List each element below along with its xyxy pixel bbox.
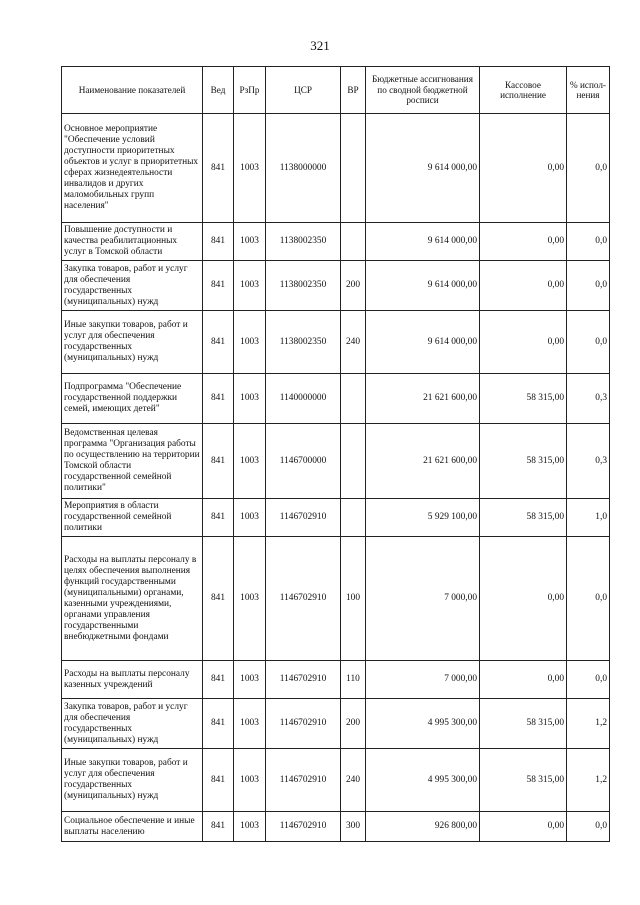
row-cash: 0,00	[480, 311, 567, 374]
row-vr: 200	[341, 699, 366, 749]
row-cash: 0,00	[480, 661, 567, 699]
row-csr: 1146700000	[266, 424, 341, 499]
row-vr: 240	[341, 311, 366, 374]
row-ved: 841	[203, 311, 234, 374]
row-cash: 0,00	[480, 261, 567, 311]
row-name: Иные закупки товаров, работ и услуг для обеспечения государственных (муниципальных) нужд	[62, 311, 203, 374]
row-ved: 841	[203, 223, 234, 261]
row-name: Расходы на выплаты персоналу в целях обеспечения выполнения функций государственными (муниципальными) органами, казенными учреждениями, органами управления государственными внебюджетными фондами	[62, 537, 203, 661]
row-csr: 1140000000	[266, 374, 341, 424]
row-csr: 1146702910	[266, 699, 341, 749]
row-csr: 1138002350	[266, 311, 341, 374]
row-budget: 7 000,00	[366, 537, 480, 661]
row-ved: 841	[203, 699, 234, 749]
row-budget: 9 614 000,00	[366, 261, 480, 311]
row-rzpr: 1003	[234, 661, 266, 699]
row-pct: 0,0	[567, 311, 610, 374]
table-row	[62, 699, 610, 749]
row-ved: 841	[203, 749, 234, 812]
row-cash: 58 315,00	[480, 424, 567, 499]
row-ved: 841	[203, 499, 234, 537]
row-pct: 0,0	[567, 223, 610, 261]
row-ved: 841	[203, 537, 234, 661]
table-row	[62, 812, 610, 842]
table-row	[62, 749, 610, 812]
header-row	[62, 67, 610, 114]
row-rzpr: 1003	[234, 114, 266, 223]
row-rzpr: 1003	[234, 812, 266, 842]
row-vr: 300	[341, 812, 366, 842]
table-row	[62, 424, 610, 499]
row-pct: 0,0	[567, 812, 610, 842]
row-cash: 58 315,00	[480, 699, 567, 749]
row-pct: 1,2	[567, 749, 610, 812]
row-vr	[341, 499, 366, 537]
row-cash: 58 315,00	[480, 374, 567, 424]
row-pct: 0,3	[567, 374, 610, 424]
row-budget: 21 621 600,00	[366, 374, 480, 424]
header-pct: % испол-нения	[567, 67, 610, 114]
row-name: Повышение доступности и качества реабилитационных услуг в Томской области	[62, 223, 203, 261]
row-budget: 926 800,00	[366, 812, 480, 842]
row-vr	[341, 424, 366, 499]
row-cash: 0,00	[480, 537, 567, 661]
row-csr: 1138002350	[266, 261, 341, 311]
row-csr: 1146702910	[266, 812, 341, 842]
table-row	[62, 223, 610, 261]
row-pct: 0,0	[567, 661, 610, 699]
table-row	[62, 537, 610, 661]
header-vr: ВР	[341, 67, 366, 114]
row-budget: 9 614 000,00	[366, 311, 480, 374]
row-budget: 21 621 600,00	[366, 424, 480, 499]
row-name: Подпрограмма "Обеспечение государственной поддержки семей, имеющих детей"	[62, 374, 203, 424]
row-csr: 1138000000	[266, 114, 341, 223]
row-budget: 9 614 000,00	[366, 114, 480, 223]
row-name: Закупка товаров, работ и услуг для обеспечения государственных (муниципальных) нужд	[62, 261, 203, 311]
row-pct: 0,0	[567, 261, 610, 311]
row-vr: 200	[341, 261, 366, 311]
row-rzpr: 1003	[234, 699, 266, 749]
row-vr: 240	[341, 749, 366, 812]
row-rzpr: 1003	[234, 537, 266, 661]
row-vr	[341, 374, 366, 424]
header-ved: Вед	[203, 67, 234, 114]
row-vr: 100	[341, 537, 366, 661]
row-name: Основное мероприятие "Обеспечение условий доступности приоритетных объектов и услуг в приоритетных сферах жизнедеятельности инвалидов и других маломобильных групп населения"	[62, 114, 203, 223]
row-vr: 110	[341, 661, 366, 699]
row-budget: 4 995 300,00	[366, 749, 480, 812]
row-rzpr: 1003	[234, 261, 266, 311]
table-row	[62, 311, 610, 374]
header-rzpr: РзПр	[234, 67, 266, 114]
row-csr: 1146702910	[266, 537, 341, 661]
budget-table	[61, 66, 610, 842]
row-ved: 841	[203, 812, 234, 842]
row-rzpr: 1003	[234, 749, 266, 812]
row-cash: 58 315,00	[480, 749, 567, 812]
table-row	[62, 661, 610, 699]
row-cash: 0,00	[480, 812, 567, 842]
row-pct: 0,0	[567, 114, 610, 223]
row-rzpr: 1003	[234, 424, 266, 499]
row-pct: 0,3	[567, 424, 610, 499]
row-budget: 7 000,00	[366, 661, 480, 699]
row-csr: 1146702910	[266, 661, 341, 699]
row-csr: 1146702910	[266, 499, 341, 537]
table-row	[62, 114, 610, 223]
row-cash: 58 315,00	[480, 499, 567, 537]
row-pct: 1,2	[567, 699, 610, 749]
row-cash: 0,00	[480, 223, 567, 261]
row-ved: 841	[203, 661, 234, 699]
row-name: Мероприятия в области государственной семейной политики	[62, 499, 203, 537]
row-budget: 4 995 300,00	[366, 699, 480, 749]
row-ved: 841	[203, 374, 234, 424]
row-rzpr: 1003	[234, 223, 266, 261]
row-cash: 0,00	[480, 114, 567, 223]
table-row	[62, 261, 610, 311]
row-name: Ведомственная целевая программа "Организация работы по осуществлению на территории Томской области государственной семейной политики"	[62, 424, 203, 499]
row-name: Социальное обеспечение и иные выплаты населению	[62, 812, 203, 842]
header-cash: Кассовое исполнение	[480, 67, 567, 114]
header-csr: ЦСР	[266, 67, 341, 114]
header-budget: Бюджетные ассигнования по сводной бюджетной росписи	[366, 67, 480, 114]
row-rzpr: 1003	[234, 374, 266, 424]
row-ved: 841	[203, 424, 234, 499]
row-name: Иные закупки товаров, работ и услуг для обеспечения государственных (муниципальных) нужд	[62, 749, 203, 812]
row-rzpr: 1003	[234, 499, 266, 537]
row-csr: 1146702910	[266, 749, 341, 812]
row-vr	[341, 223, 366, 261]
row-ved: 841	[203, 114, 234, 223]
header-name: Наименование показателей	[62, 67, 203, 114]
row-rzpr: 1003	[234, 311, 266, 374]
table-row	[62, 499, 610, 537]
row-pct: 1,0	[567, 499, 610, 537]
table-row	[62, 374, 610, 424]
row-csr: 1138002350	[266, 223, 341, 261]
row-pct: 0,0	[567, 537, 610, 661]
row-name: Закупка товаров, работ и услуг для обеспечения государственных (муниципальных) нужд	[62, 699, 203, 749]
row-budget: 9 614 000,00	[366, 223, 480, 261]
row-ved: 841	[203, 261, 234, 311]
row-vr	[341, 114, 366, 223]
row-name: Расходы на выплаты персоналу казенных учреждений	[62, 661, 203, 699]
row-budget: 5 929 100,00	[366, 499, 480, 537]
page-number: 321	[310, 38, 330, 53]
